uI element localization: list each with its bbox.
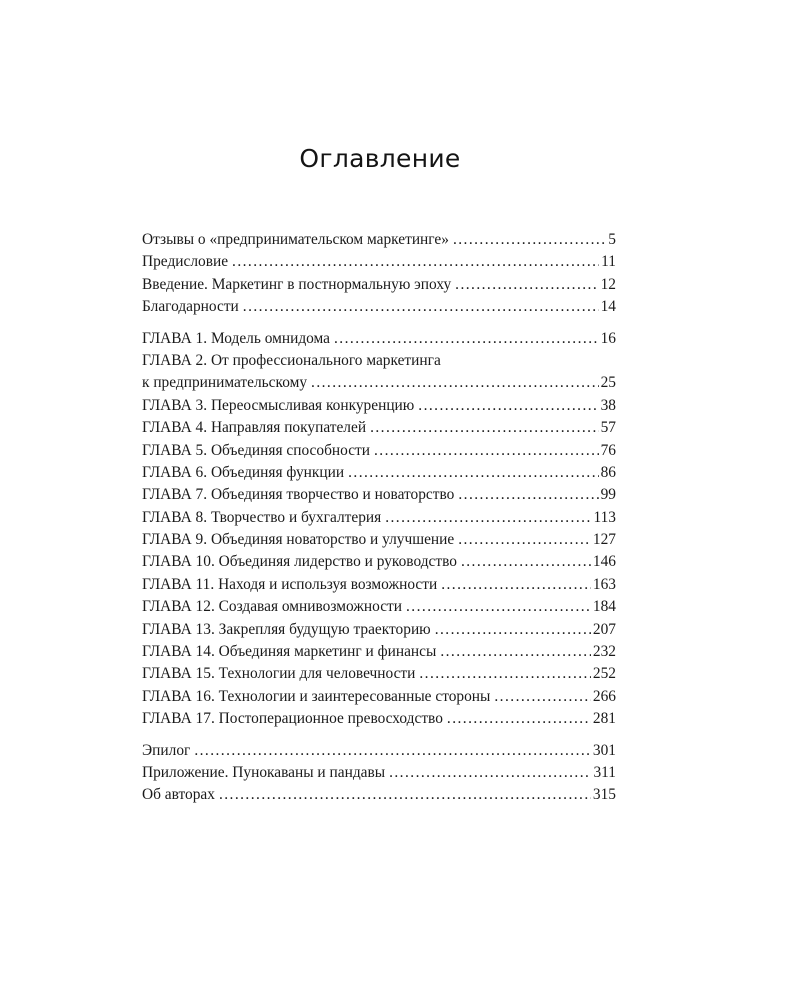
toc-entry [142, 274, 616, 296]
toc-entry-title: ГЛАВА 4. Направляя покупателей [142, 419, 367, 437]
toc-entry-title: ГЛАВА 5. Объединяя способности [142, 441, 371, 459]
toc-entry-title: Отзывы о «предпринимательском маркетинге» [142, 230, 449, 248]
dot-leader [494, 686, 591, 708]
toc-entry-title: Эпилог [142, 741, 191, 759]
dot-leader [406, 596, 591, 618]
toc-entry-title: ГЛАВА 14. Объединяя маркетинг и финансы [142, 643, 437, 661]
toc-entry [142, 708, 616, 730]
toc-entry-page: 113 [593, 508, 616, 526]
toc-entry-title: ГЛАВА 10. Объединяя лидерство и руководство [142, 553, 457, 571]
toc-entry [142, 462, 616, 484]
dot-leader [370, 417, 599, 439]
toc-entry-title: Введение. Маркетинг в постнормальную эпоху [142, 275, 452, 293]
page-title: Оглавление [299, 144, 461, 173]
toc-entry [142, 372, 616, 394]
dot-leader [311, 372, 599, 394]
toc-entry-title: ГЛАВА 12. Создавая омнивозможности [142, 598, 403, 616]
dot-leader [455, 274, 598, 296]
toc-entry-page: 184 [592, 598, 616, 616]
dot-leader [374, 440, 599, 462]
toc-entry-title: ГЛАВА 1. Модель омнидома [142, 329, 331, 347]
toc-entry-title: Приложение. Пунокаваны и пандавы [142, 763, 386, 781]
toc-entry [142, 596, 616, 618]
toc-entry-page: 207 [592, 620, 616, 638]
toc-entry-page: 311 [593, 763, 616, 781]
toc-entry [142, 296, 616, 318]
toc-entry-page: 76 [600, 441, 616, 459]
toc-entry-page: 99 [600, 486, 616, 504]
dot-leader [385, 507, 591, 529]
toc-entry-page: 16 [600, 329, 616, 347]
toc-entry-page: 232 [592, 643, 616, 661]
toc-entry-page: 163 [592, 575, 616, 593]
dot-leader [348, 462, 599, 484]
toc-entry-page: 25 [600, 374, 616, 392]
dot-leader [458, 484, 598, 506]
toc-entry-title: ГЛАВА 13. Закрепляя будущую траекторию [142, 620, 431, 638]
toc-entry [142, 507, 616, 529]
toc-entry-title: ГЛАВА 8. Творчество и бухгалтерия [142, 508, 382, 526]
toc-entry-page: 281 [592, 710, 616, 728]
toc-entry [142, 740, 616, 762]
toc-entry-title-first-line: ГЛАВА 2. От профессионального маркетинга [142, 351, 441, 369]
toc-entry-title: Об авторах [142, 786, 215, 804]
toc-entry-page: 86 [600, 463, 616, 481]
toc-entry-title: Предисловие [142, 253, 229, 271]
toc-back-matter [142, 740, 616, 807]
toc-entry-page: 127 [592, 531, 616, 549]
toc-entry-title: ГЛАВА 7. Объединяя творчество и новаторство [142, 486, 455, 504]
toc-front-matter [142, 229, 616, 319]
toc-entry-page: 146 [592, 553, 616, 571]
dot-leader [232, 251, 599, 273]
toc-entry-page: 12 [600, 275, 616, 293]
toc-entry [142, 484, 616, 506]
toc-entry-title: ГЛАВА 17. Постоперационное превосходство [142, 710, 443, 728]
toc-entry [142, 395, 616, 417]
toc-entry-page: 11 [601, 253, 616, 271]
toc-entry-page: 38 [600, 396, 616, 414]
toc-entry [142, 784, 616, 806]
dot-leader [418, 395, 598, 417]
toc-entry-page: 252 [592, 665, 616, 683]
toc-entry-page: 301 [592, 741, 616, 759]
toc-entry-title: ГЛАВА 16. Технологии и заинтересованные стороны [142, 687, 491, 705]
dot-leader [243, 296, 599, 318]
dot-leader [441, 574, 591, 596]
table-of-contents [142, 229, 616, 807]
toc-entry-title: к предпринимательскому [142, 374, 308, 392]
dot-leader [458, 529, 591, 551]
toc-entry-page: 266 [592, 687, 616, 705]
dot-leader [389, 762, 591, 784]
toc-entry [142, 686, 616, 708]
dot-leader [453, 229, 606, 251]
toc-entry-title: ГЛАВА 9. Объединяя новаторство и улучшение [142, 531, 455, 549]
toc-entry [142, 417, 616, 439]
toc-entry-page: 57 [600, 419, 616, 437]
toc-entry-title: Благодарности [142, 298, 239, 316]
toc-entry [142, 529, 616, 551]
toc-entry [142, 440, 616, 462]
dot-leader [447, 708, 591, 730]
dot-leader [194, 740, 591, 762]
toc-entry [142, 328, 616, 350]
toc-entry [142, 229, 616, 251]
toc-entry [142, 551, 616, 573]
toc-entry-title: ГЛАВА 3. Переосмысливая конкуренцию [142, 396, 415, 414]
dot-leader [435, 619, 591, 641]
toc-entry-page: 5 [608, 230, 616, 248]
toc-entry [142, 251, 616, 273]
dot-leader [440, 641, 591, 663]
dot-leader [219, 784, 591, 806]
toc-entry-title: ГЛАВА 11. Находя и используя возможности [142, 575, 438, 593]
toc-entry [142, 619, 616, 641]
toc-entry [142, 641, 616, 663]
toc-entry-page: 14 [600, 298, 616, 316]
toc-entry-title: ГЛАВА 6. Объединяя функции [142, 463, 345, 481]
dot-leader [461, 551, 591, 573]
toc-entry [142, 574, 616, 596]
toc-entry [142, 663, 616, 685]
dot-leader [419, 663, 591, 685]
dot-leader [334, 328, 599, 350]
toc-entry-page: 315 [592, 786, 616, 804]
toc-entry [142, 762, 616, 784]
toc-chapters [142, 328, 616, 731]
toc-entry-title: ГЛАВА 15. Технологии для человечности [142, 665, 416, 683]
